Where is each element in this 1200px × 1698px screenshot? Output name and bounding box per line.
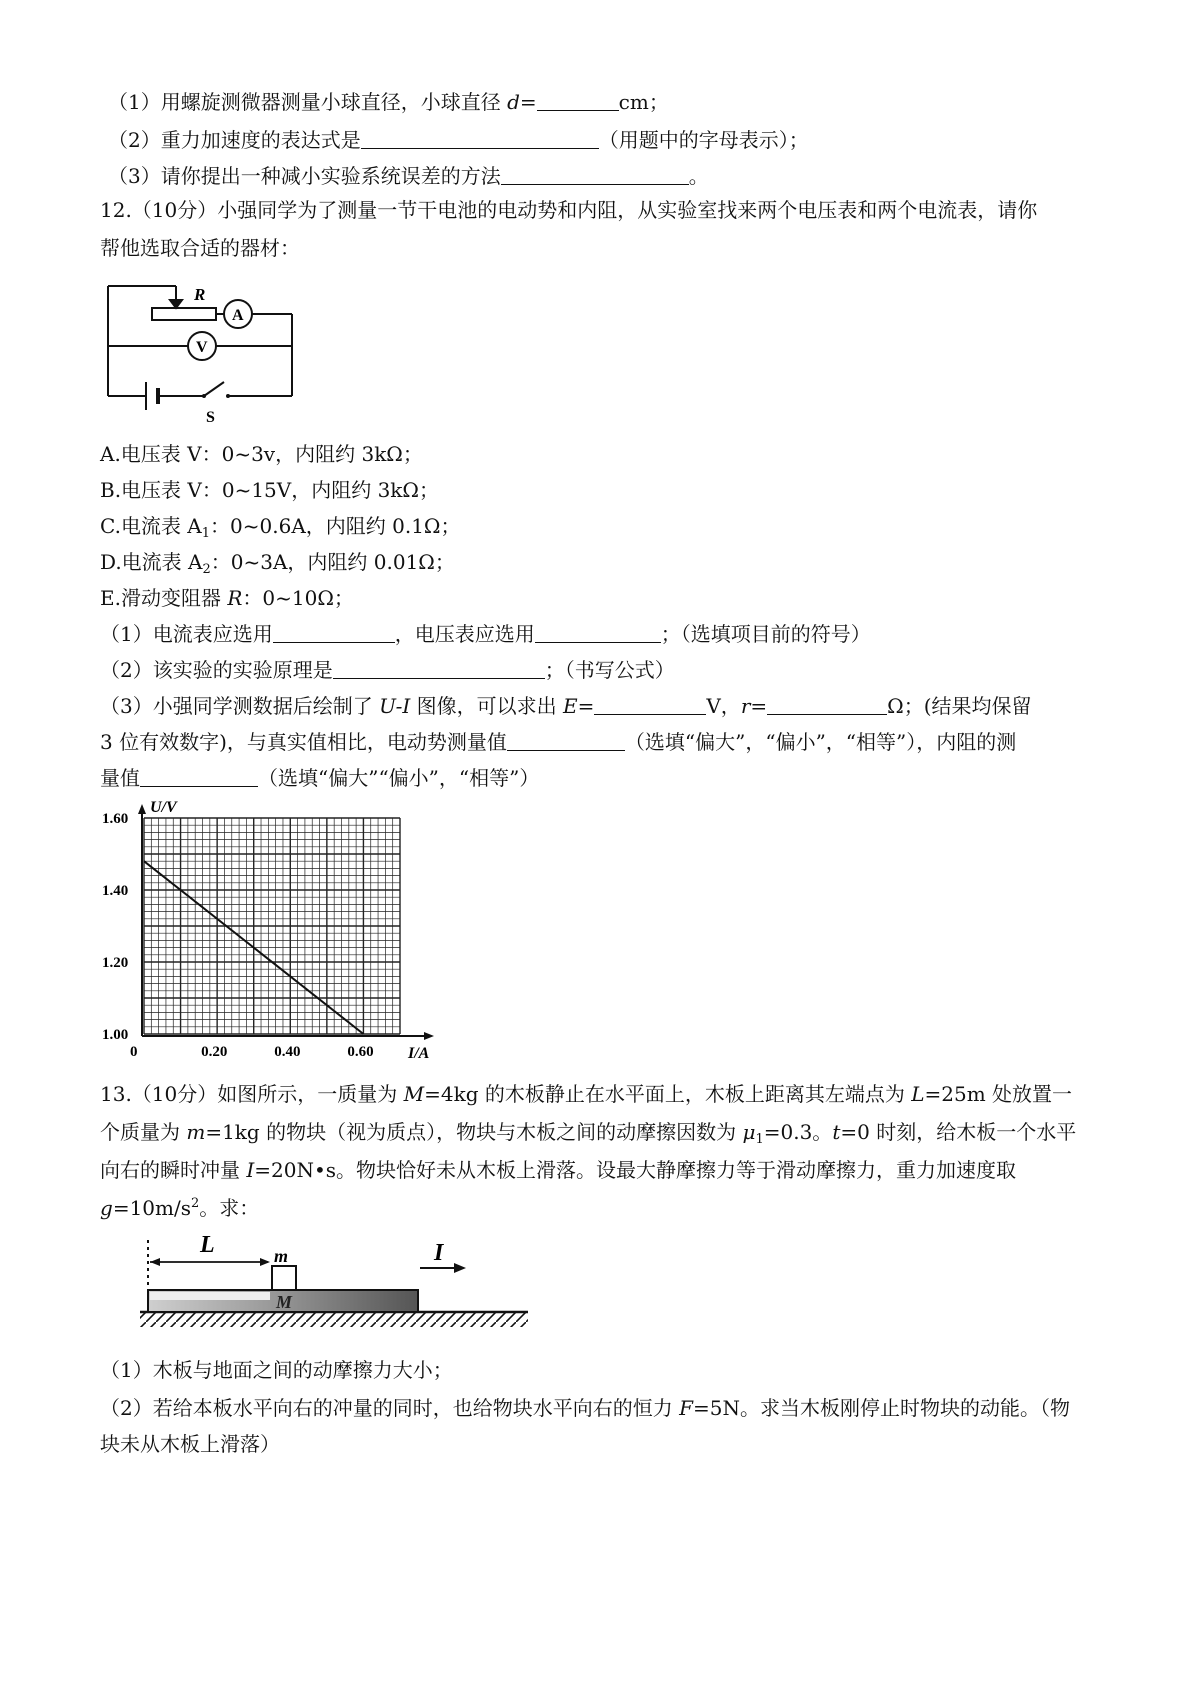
answer-blank[interactable] — [140, 766, 258, 787]
answer-blank[interactable] — [767, 694, 887, 715]
y-tick-label: 1.60 — [102, 811, 129, 827]
board-diagram — [136, 1232, 536, 1344]
ammeter-label: A — [232, 307, 244, 324]
q12-intro-line2: 帮他选取合适的器材： — [100, 236, 300, 260]
q11-part3: （3）请你提出一种减小实验系统误差的方法 。 — [108, 164, 709, 188]
q13-part2-line1: （2）若给本板水平向右的冲量的同时，也给物块水平向右的恒力 F=5N。求当木板刚停止时物块的动能。（物 — [100, 1396, 1070, 1420]
voltmeter-label: V — [196, 339, 208, 356]
block-label: m — [274, 1246, 289, 1266]
switch-label: S — [206, 409, 215, 426]
answer-blank[interactable] — [537, 90, 619, 111]
x-tick-label: 0.20 — [201, 1044, 228, 1060]
option-b: B.电压表 V：0~15V，内阻约 3kΩ； — [100, 478, 440, 502]
q12-part2: （2）该实验的实验原理是 ；（书写公式） — [100, 658, 675, 682]
answer-blank[interactable] — [273, 622, 395, 643]
y-tick-label: 1.00 — [102, 1027, 129, 1043]
q13-part2-line2: 块未从木板上滑落） — [100, 1432, 280, 1456]
answer-blank[interactable] — [535, 622, 661, 643]
resistor-label: R — [194, 285, 206, 304]
q13-line1: 13.（10分）如图所示，一质量为 M=4kg 的木板静止在水平面上，木板上距离其左端点为 L=25m 处放置一 — [100, 1082, 1073, 1106]
answer-blank[interactable] — [361, 128, 599, 149]
option-e: E.滑动变阻器 R：0~10Ω； — [100, 586, 354, 610]
q12-part1: （1）电流表应选用 ，电压表应选用 ；（选填项目前的符号） — [100, 622, 871, 646]
option-d: D.电流表 $A_2$：0~3A，内阻约 0.01Ω； — [100, 550, 455, 577]
impulse-label: I — [434, 1240, 444, 1266]
option-a: A.电压表 V：0~3v，内阻约 3kΩ； — [100, 442, 423, 466]
q12-part3-line2: 3 位有效数字)，与真实值相比，电动势测量值 （选填“偏大”，“偏小”，“相等”），内阻的测 — [100, 730, 1017, 754]
q13-part1: （1）木板与地面之间的动摩擦力大小； — [100, 1358, 453, 1382]
length-label: L — [200, 1232, 215, 1258]
y-tick-label: 1.20 — [102, 955, 129, 971]
answer-blank[interactable] — [333, 658, 545, 679]
x-tick-label: 0 — [130, 1044, 138, 1060]
x-tick-label: 0.60 — [347, 1044, 374, 1060]
x-axis-label: I/A — [408, 1045, 430, 1062]
board-label: M — [276, 1292, 293, 1312]
q11-part1: （1）用螺旋测微器测量小球直径，小球直径 d= cm； — [108, 90, 669, 114]
q12-intro-line1: 12.（10分）小强同学为了测量一节干电池的电动势和内阻，从实验室找来两个电压表和两个电流表，请你 — [100, 198, 1038, 222]
y-axis-label: U/V — [150, 799, 177, 816]
q13-line2: 个质量为 m=1kg 的物块（视为质点），物块与木板之间的动摩擦因数为 $\mu_1=0.3$。t=0 时刻，给木板一个水平 — [100, 1120, 1077, 1147]
answer-blank[interactable] — [594, 694, 706, 715]
answer-blank[interactable] — [507, 730, 625, 751]
ui-chart — [96, 798, 456, 1068]
q13-line3: 向右的瞬时冲量 I=20N•s。物块恰好未从木板上滑落。设最大静摩擦力等于滑动摩擦力，重力加速度取 — [100, 1158, 1017, 1182]
q12-part3-line3: 量值 （选填“偏大”“偏小”，“相等”） — [100, 766, 540, 790]
y-tick-label: 1.40 — [102, 883, 129, 899]
x-tick-label: 0.40 — [274, 1044, 301, 1060]
q11-part2: （2）重力加速度的表达式是 （用题中的字母表示）； — [108, 128, 809, 152]
circuit-diagram — [100, 278, 330, 428]
option-c: C.电流表 $A_1$：0~0.6A，内阻约 0.1Ω； — [100, 514, 461, 541]
answer-blank[interactable] — [501, 164, 689, 185]
q13-line4: $g=10m/s^2$。求： — [100, 1196, 260, 1220]
q12-part3-line1: （3）小强同学测数据后绘制了 U-I 图像，可以求出 E= V，r= Ω；(结果均保留 — [100, 694, 1032, 718]
